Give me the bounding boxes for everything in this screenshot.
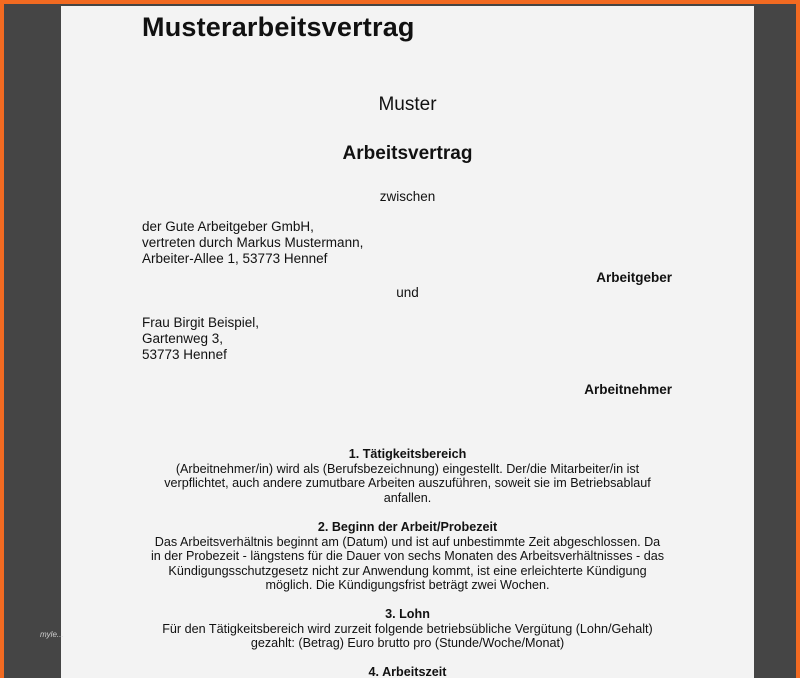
document-viewer[interactable] [4,4,796,678]
section-wage [61,607,754,651]
employer-line: Arbeiter-Allee 1, 53773 Hennef [142,251,328,266]
section-heading: 4. Arbeitszeit [368,665,447,678]
section-line: (Arbeitnehmer/in) wird als (Berufsbezeichnung) eingestellt. Der/die Mitarbeiter/in ist [175,461,640,476]
employer-line: vertreten durch Markus Mustermann, [142,235,364,250]
section-heading: 2. Beginn der Arbeit/Probezeit [317,520,498,534]
section-working-time [61,665,754,678]
section-line: in der Probezeit - längstens für die Dauer von sechs Monaten des Arbeitsverhältnisses - das [150,549,665,564]
employee-line: 53773 Hennef [142,347,227,362]
section-heading: 3. Lohn [385,607,430,621]
section-heading: 1. Tätigkeitsbereich [348,447,467,461]
section-start-probation [61,520,754,593]
section-activity [61,447,754,505]
section-line: Das Arbeitsverhältnis beginnt am (Datum) und ist auf unbestimmte Zeit abgeschlossen. Da [154,534,661,549]
section-line: Kündigungsschutzgesetz nicht zur Anwendung kommt, ist eine erleichterte Kündigung [168,563,647,578]
employee-address [142,315,259,363]
employer-line: der Gute Arbeitgeber GmbH, [142,219,314,234]
muster-heading: Muster [378,94,437,115]
between-text: zwischen [379,189,436,204]
document-page [61,6,754,678]
section-line: anfallen. [383,490,432,505]
section-line: gezahlt: (Betrag) Euro brutto pro (Stunde/Woche/Monat) [250,636,565,651]
employee-role-label: Arbeitnehmer [584,382,672,397]
section-line: Für den Tätigkeitsbereich wird zurzeit folgende betriebsübliche Vergütung (Lohn/Gehalt) [162,621,653,636]
employer-role-label: Arbeitgeber [596,270,672,285]
section-line: möglich. Die Kündigungsfrist beträgt zwei Wochen. [265,578,550,593]
contract-heading: Arbeitsvertrag [342,143,473,164]
watermark-text: myle... [40,630,64,639]
employee-line: Gartenweg 3, [142,331,224,346]
and-text: und [396,285,419,300]
section-line: verpflichtet, auch andere zumutbare Arbeiten auszuführen, soweit sie im Betriebsablauf [164,476,651,491]
employee-line: Frau Birgit Beispiel, [142,315,260,330]
document-title: Musterarbeitsvertrag [142,12,415,42]
employer-address [142,219,363,267]
